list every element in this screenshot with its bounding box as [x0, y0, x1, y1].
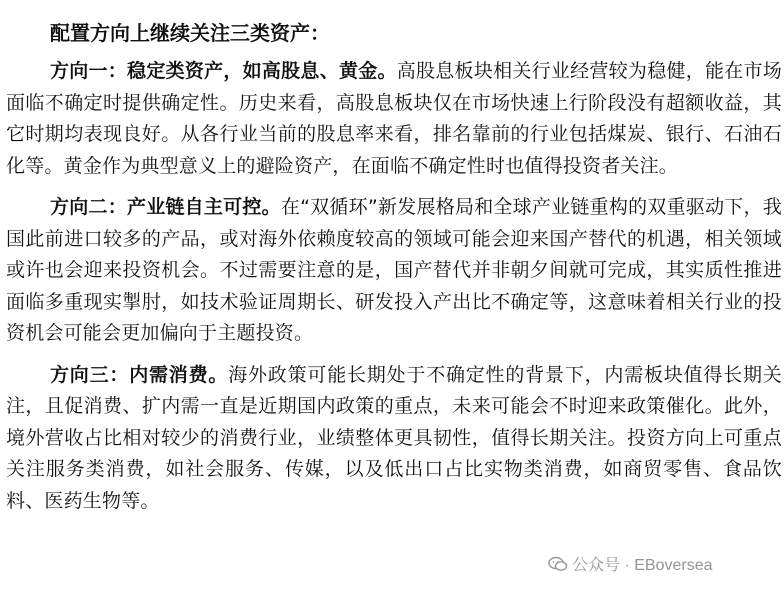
- wechat-icon: [548, 556, 568, 572]
- paragraph-body: 在“双循环”新发展格局和全球产业链重构的双重驱动下，我国此前进口较多的产品，或对海外依赖度较高的领域可能会迎来国产替代的机遇，相关领域或许也会迎来投资机会。不过需要注意的是，国产替代并非朝夕间就可完成，其实质性推进面临多重现实掣肘，如技术验证周期长、研发投入产出比不确定等，这意味着相关行业的投资机会可能会更加偏向于主题投资。: [6, 196, 782, 344]
- paragraph-body: 海外政策可能长期处于不确定性的背景下，内需板块值得长期关注，且促消费、扩内需一直是近期国内政策的重点，未来可能会不时迎来政策催化。此外，境外营收占比相对较少的消费行业，业绩整体更具韧性，值得长期关注。投资方向上可重点关注服务类消费，如社会服务、传媒，以及低出口占比实物类消费，如商贸零售、食品饮料、医药生物等。: [6, 363, 782, 512]
- paragraph-direction-1: [6, 56, 782, 182]
- watermark: [548, 552, 713, 575]
- watermark-text: 公众号 · EBoversea: [572, 557, 713, 574]
- paragraph-direction-2: [6, 192, 782, 350]
- section-heading: 配置方向上继续关注三类资产：: [50, 21, 330, 45]
- paragraph-direction-3: [6, 360, 782, 518]
- paragraph-lead: 方向二：产业链自主可控。: [50, 196, 281, 218]
- document-body: [6, 18, 782, 527]
- paragraph-lead: 方向三：内需消费。: [50, 363, 229, 386]
- paragraph-lead: 方向一：稳定类资产，如高股息、黄金。: [50, 60, 397, 82]
- paragraph-body: 高股息板块相关行业经营较为稳健，能在市场面临不确定时提供确定性。历史来看，高股息板块仅在市场快速上行阶段没有超额收益，其它时期均表现良好。从各行业当前的股息率来看，排名靠前的行业包括煤炭、银行、石油石化等。黄金作为典型意义上的避险资产，在面临不确定性时也值得投资者关注。: [6, 60, 782, 177]
